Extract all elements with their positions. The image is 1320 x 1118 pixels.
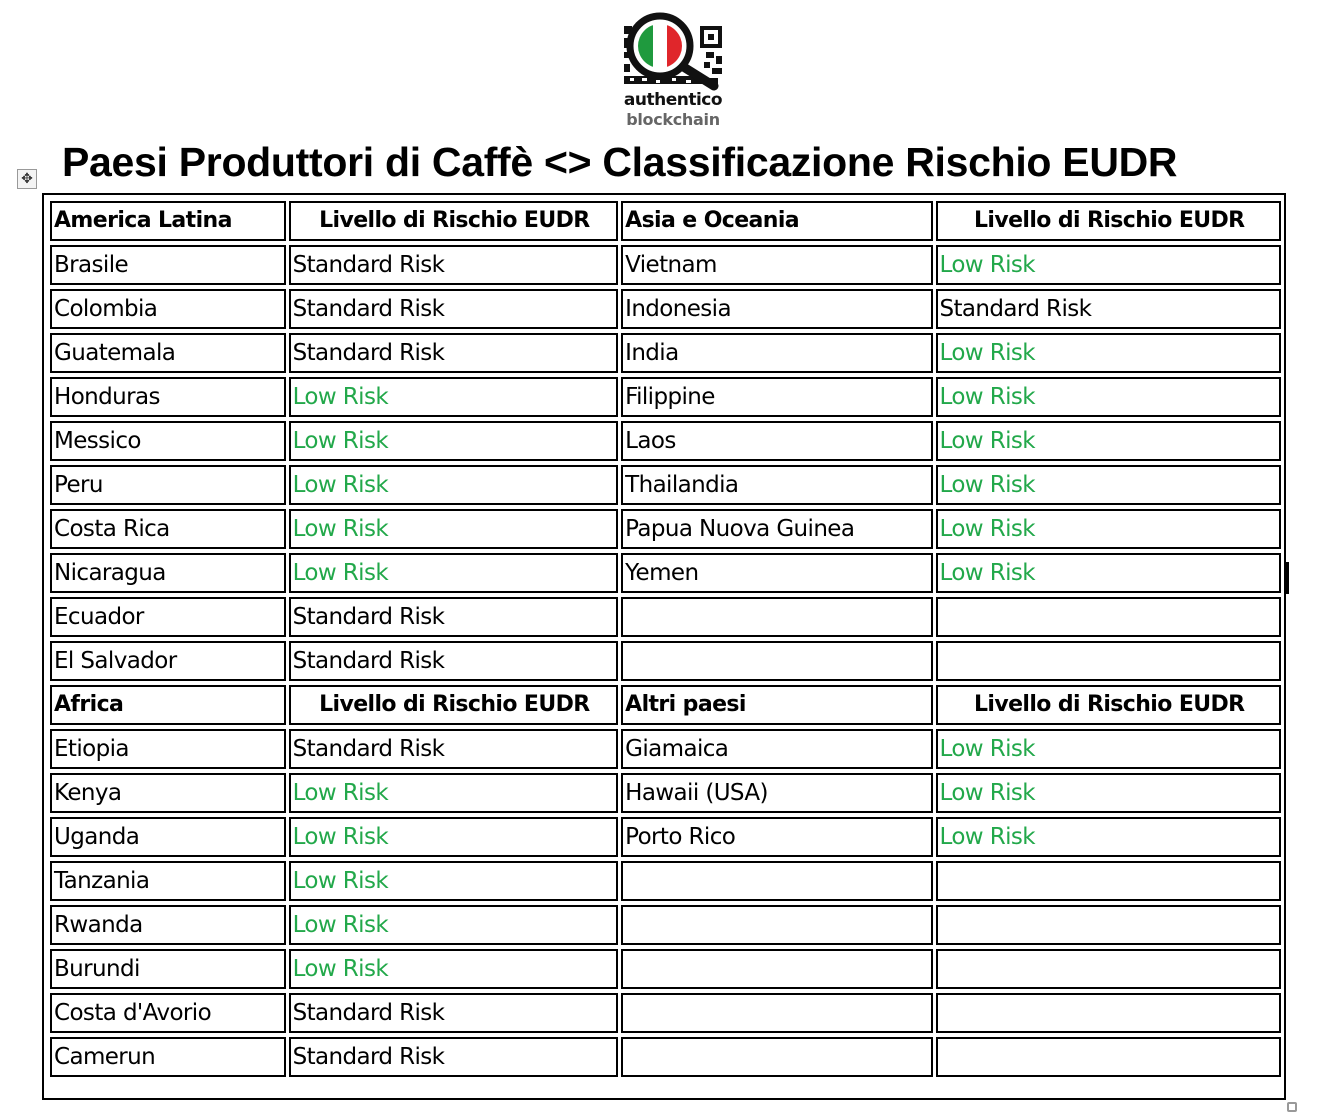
table-row [50,861,1281,901]
country-cell[interactable]: Peru [50,465,286,505]
risk-cell[interactable]: Low Risk [289,465,619,505]
country-cell[interactable]: Porto Rico [621,817,932,857]
risk-column-header[interactable]: Livello di Rischio EUDR [289,685,619,725]
country-cell[interactable]: Indonesia [621,289,932,329]
country-cell[interactable] [621,861,932,901]
risk-table-body [50,201,1281,1077]
risk-cell[interactable] [936,993,1281,1033]
table-row [50,245,1281,285]
risk-table [42,193,1286,1100]
page-title: Paesi Produttori di Caffè <> Classificazione Rischio EUDR [62,139,1178,185]
country-cell[interactable]: Burundi [50,949,286,989]
table-resize-handle[interactable] [1287,1102,1297,1112]
table-row [50,333,1281,373]
risk-cell[interactable]: Low Risk [936,817,1281,857]
risk-cell[interactable]: Low Risk [289,377,619,417]
country-cell[interactable]: Brasile [50,245,286,285]
magnifier-flag-qr-icon [620,12,726,92]
section-header-america_latina[interactable]: America Latina [50,201,286,241]
country-cell[interactable]: Uganda [50,817,286,857]
country-cell[interactable]: Tanzania [50,861,286,901]
country-cell[interactable]: Vietnam [621,245,932,285]
country-cell[interactable] [621,1037,932,1077]
table-row [50,729,1281,769]
risk-cell[interactable]: Low Risk [289,905,619,945]
country-cell[interactable]: Papua Nuova Guinea [621,509,932,549]
risk-cell[interactable]: Low Risk [936,553,1281,593]
section-header-asia_oceania[interactable]: Asia e Oceania [621,201,932,241]
risk-cell[interactable]: Low Risk [289,861,619,901]
risk-grid [47,197,1284,1081]
table-move-handle-icon[interactable]: ✥ [17,169,37,189]
table-row [50,377,1281,417]
risk-cell[interactable] [936,641,1281,681]
country-cell[interactable]: El Salvador [50,641,286,681]
table-row [50,597,1281,637]
risk-cell[interactable] [936,949,1281,989]
risk-cell[interactable]: Low Risk [289,817,619,857]
country-cell[interactable]: Guatemala [50,333,286,373]
country-cell[interactable]: Yemen [621,553,932,593]
country-cell[interactable] [621,641,932,681]
risk-cell[interactable]: Standard Risk [289,993,619,1033]
risk-cell[interactable] [936,905,1281,945]
country-cell[interactable]: Giamaica [621,729,932,769]
country-cell[interactable]: Kenya [50,773,286,813]
table-row [50,289,1281,329]
table-row [50,817,1281,857]
country-cell[interactable]: Etiopia [50,729,286,769]
country-cell[interactable] [621,949,932,989]
risk-column-header[interactable]: Livello di Rischio EUDR [289,201,619,241]
risk-cell[interactable]: Standard Risk [289,597,619,637]
table-row [50,465,1281,505]
section-header-altri_paesi[interactable]: Altri paesi [621,685,932,725]
country-cell[interactable] [621,597,932,637]
section-header-row [50,201,1281,241]
risk-cell[interactable]: Low Risk [936,465,1281,505]
table-row [50,553,1281,593]
country-cell[interactable]: Rwanda [50,905,286,945]
risk-column-header[interactable]: Livello di Rischio EUDR [936,685,1281,725]
column-resize-marker[interactable] [1285,562,1289,594]
table-row [50,421,1281,461]
country-cell[interactable]: Filippine [621,377,932,417]
risk-cell[interactable]: Low Risk [936,421,1281,461]
country-cell[interactable] [621,993,932,1033]
country-cell[interactable]: Ecuador [50,597,286,637]
logo-text-blockchain: blockchain [626,110,720,129]
country-cell[interactable]: Nicaragua [50,553,286,593]
table-row [50,1037,1281,1077]
risk-cell[interactable]: Low Risk [289,773,619,813]
risk-cell[interactable] [936,597,1281,637]
country-cell[interactable]: Honduras [50,377,286,417]
country-cell[interactable]: Costa d'Avorio [50,993,286,1033]
risk-cell[interactable]: Low Risk [936,333,1281,373]
country-cell[interactable]: Colombia [50,289,286,329]
risk-cell[interactable]: Low Risk [936,773,1281,813]
risk-cell[interactable]: Low Risk [936,245,1281,285]
risk-cell[interactable]: Low Risk [936,509,1281,549]
table-row [50,509,1281,549]
section-header-africa[interactable]: Africa [50,685,286,725]
authentico-blockchain-logo [620,12,726,132]
table-row [50,773,1281,813]
risk-cell[interactable]: Low Risk [289,509,619,549]
table-row [50,641,1281,681]
table-row [50,949,1281,989]
risk-cell[interactable]: Standard Risk [289,729,619,769]
risk-cell[interactable]: Low Risk [289,949,619,989]
country-cell[interactable]: Camerun [50,1037,286,1077]
country-cell[interactable]: Thailandia [621,465,932,505]
risk-cell[interactable] [936,1037,1281,1077]
risk-cell[interactable]: Low Risk [936,377,1281,417]
country-cell[interactable]: Laos [621,421,932,461]
table-row [50,905,1281,945]
risk-cell[interactable] [936,861,1281,901]
risk-cell[interactable]: Low Risk [289,421,619,461]
country-cell[interactable] [621,905,932,945]
risk-cell[interactable]: Low Risk [289,553,619,593]
risk-cell[interactable]: Low Risk [936,729,1281,769]
country-cell[interactable]: India [621,333,932,373]
table-row [50,993,1281,1033]
section-header-row [50,685,1281,725]
risk-cell[interactable]: Standard Risk [936,289,1281,329]
country-cell[interactable]: Messico [50,421,286,461]
logo-text-authentico: authentico [623,90,723,110]
risk-cell[interactable]: Standard Risk [289,641,619,681]
risk-cell[interactable]: Standard Risk [289,289,619,329]
risk-column-header[interactable]: Livello di Rischio EUDR [936,201,1281,241]
risk-cell[interactable]: Standard Risk [289,245,619,285]
risk-cell[interactable]: Standard Risk [289,1037,619,1077]
country-cell[interactable]: Costa Rica [50,509,286,549]
country-cell[interactable]: Hawaii (USA) [621,773,932,813]
risk-cell[interactable]: Standard Risk [289,333,619,373]
